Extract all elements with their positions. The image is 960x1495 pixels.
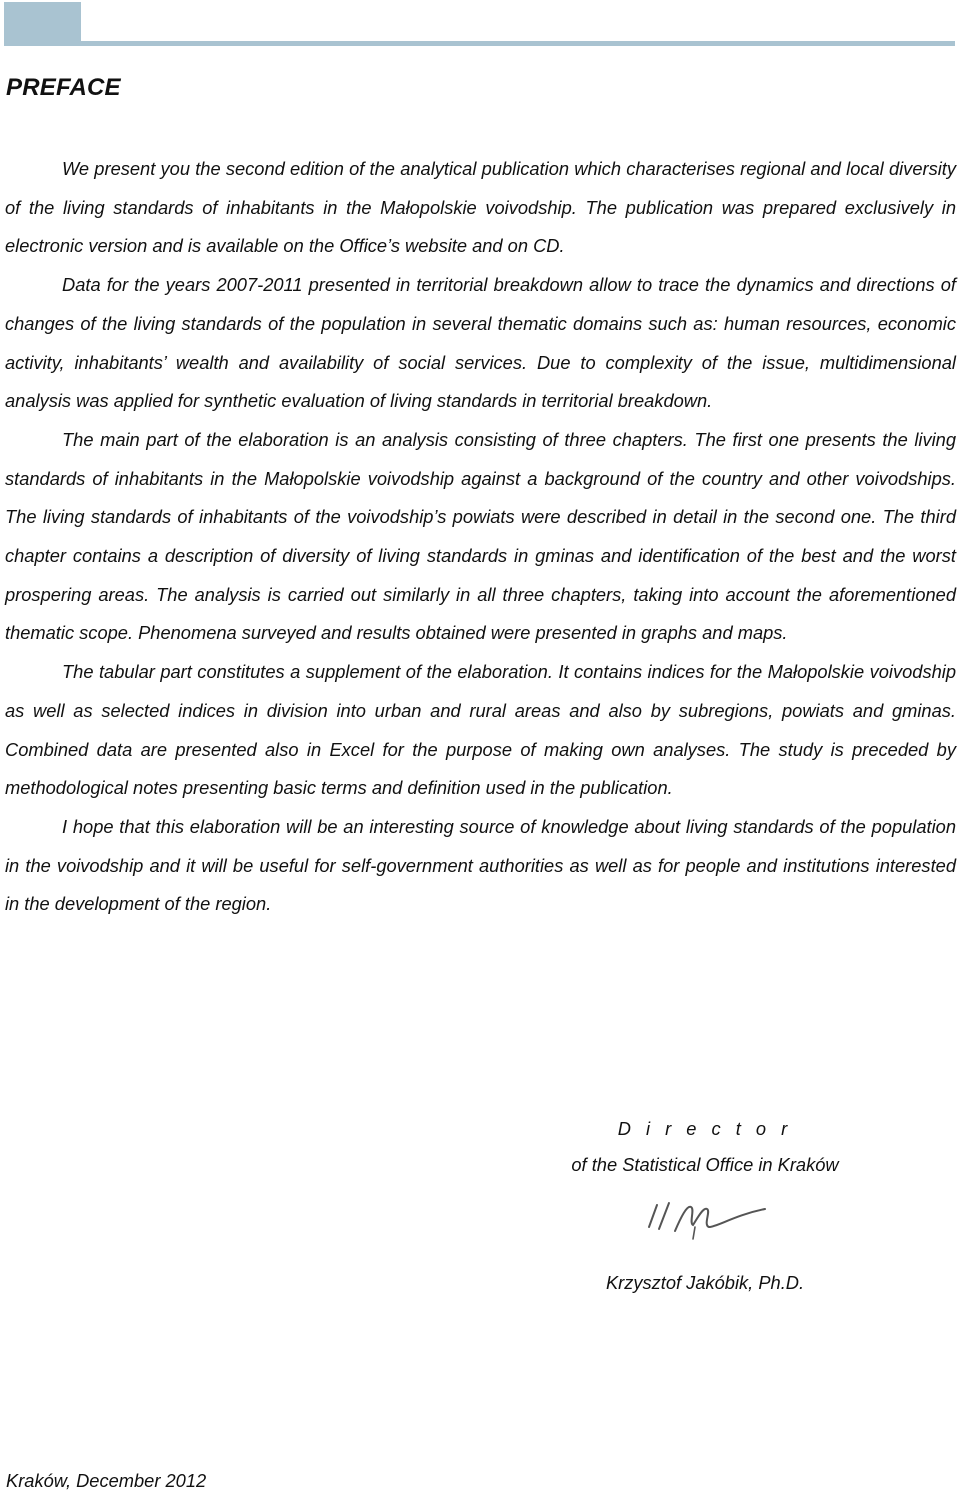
- signatory-name: Krzysztof Jakóbik, Ph.D.: [605, 1272, 805, 1293]
- dateline: Kraków, December 2012: [6, 1470, 207, 1491]
- header-tab-decoration: [4, 2, 81, 46]
- header-rule: [81, 41, 955, 46]
- paragraph-chapters: The main part of the elaboration is an analysis consisting of three chapters. The first one presents the living standards of inhabitants in the Małopolskie voivodship against a background of the country and other voivodships. The living standards of inhabitants of the voivodship’s powiats were described in detail in the second one. The third chapter contains a description of diversity of living standards in gminas and identification of the best and the worst prospering areas. The analysis is carried out similarly in all three chapters, taking into account the aforementioned thematic scope. Phenomena surveyed and results obtained were presented in graphs and maps.: [5, 428, 956, 644]
- handwritten-signature: [635, 1197, 775, 1247]
- paragraph-tabular-part: The tabular part constitutes a supplement of the elaboration. It contains indices for the Małopolskie voivodship as well as selected indices in division into urban and rural areas and also by subregions, powiats and gminas. Combined data are presented also in Excel for the purpose of making own analyses. The study is preceded by methodological notes presenting basic terms and definition used in the publication.: [5, 661, 956, 799]
- page-title: PREFACE: [6, 74, 121, 101]
- paragraph-data-scope: Data for the years 2007-2011 presented in territorial breakdown allow to trace the dynamics and directions of changes of the living standards of the population in several thematic domains such as: human resources, economic activity, inhabitants’ wealth and availability of social services. Due to complexity of the issue, multidimensional analysis was applied for synthetic evaluation of living standards in territorial breakdown.: [5, 274, 956, 412]
- preface-body: [5, 150, 956, 924]
- paragraph-intro: We present you the second edition of the analytical publication which characterises regional and local diversity of the living standards of inhabitants in the Małopolskie voivodship. The publication was prepared exclusively in electronic version and is available on the Office’s website and on CD.: [5, 158, 956, 257]
- paragraph-closing: I hope that this elaboration will be an interesting source of knowledge about living standards of the population in the voivodship and it will be useful for self-government authorities as well as for people and institutions interested in the development of the region.: [5, 815, 956, 915]
- signature-title: D i r e c t o r: [617, 1118, 793, 1139]
- signature-organization: of the Statistical Office in Kraków: [571, 1154, 839, 1175]
- signature-block: [540, 1115, 870, 1297]
